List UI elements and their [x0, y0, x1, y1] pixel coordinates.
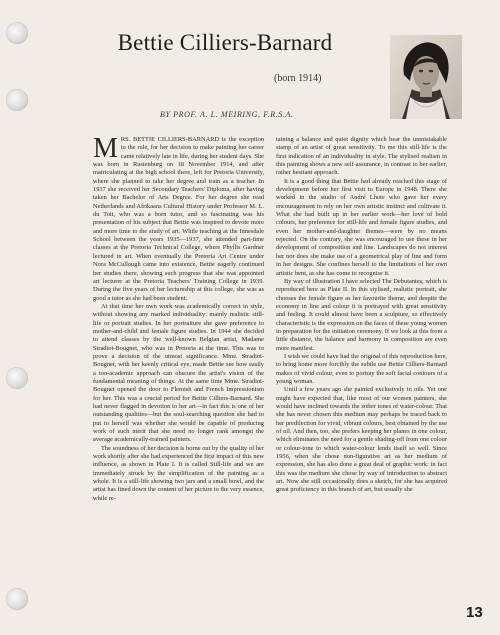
paragraph: taining a balance and quiet dignity which bear the unmistakable stamp of an artist of great sensitivity. To me this still-life is the first indication of an individuality in style. The stylised realism in this painting shows a new self-assurance, in contrast to her earlier, rather hesitant approach.: [276, 136, 447, 177]
drop-cap: M: [93, 136, 118, 164]
birth-year: (born 1914): [274, 73, 322, 84]
artist-portrait-photo: [390, 35, 462, 119]
binder-hole-top: [6, 22, 28, 44]
paragraph: It is a good thing that Bettie had already reached this stage of development before her first visit to Europe in 1948. There she worked in the studio of André Lhote who gave her every encouragement to rely on her own artistic instinct and cultivate it. What she had built up in her earlier work—her love of bold colours, her preference for still-life and female figure studies, and even her mother-and-daughter themes—were by no means rejected. On the contrary, she was encouraged to use these in her development of composition and line. Landscapes do not interest her nor does she make use of a geometrical play of line and form in her designs. She confines herself to the limitations of her own artistic bent, as she has come to recognise it.: [276, 177, 447, 277]
paragraph: At that time her own work was academically correct in style, without showing any marked individuality: mainly realistic still-life or portrait studies. In her portraiture she gave preference to mother-and-child and female figure studies. In 1944 she decided to attend classes by the well-known Belgian artist, Madame Stradiot-Bougnet, who was in Pretoria at the time. This was to prove a decision of the utmost significance. Mme. Stradiot-Bougnet, with her keenly critical eye, made Bettie see how easily a too-academic approach can obscure the artist's vision of the fundamental meaning of things. At the same time Mme. Stradiot-Bougnet opened the door to Flemish and French Impressionism for her. This was a crucial period for Bettie Cilliers-Barnard. She had never flagged in devotion to her art—in fact this is one of her outstanding qualities—but the soul-searching question she had to put to herself was whether she would be capable of producing work of such merit that she need no longer rank amongst the average academically-trained painters.: [93, 302, 264, 444]
binder-hole-bottom: [6, 588, 28, 610]
binder-hole-lower: [6, 367, 28, 389]
article-column-right: [276, 136, 447, 606]
binder-hole-middle: [6, 89, 28, 111]
page-number: 13: [466, 604, 483, 621]
paragraph: The soundness of her decision is borne out by the quality of her work shortly after she had experienced the first impact of this new influence, as shown in Plate I. It is called Still-life and we are immediately struck by the simplification of the painting as a whole. It is a still-life showing two jars and a small bowl, and the artist has fined down the content of her picture to the very essence, while re-: [93, 444, 264, 502]
paragraph: By way of illustration I have selected The Debutantes, which is reproduced here as Plate II. In this stylised, realistic portrait, she chooses the female figure as her favourite theme, and despite the economy in line and colour it is portrayed with great sensitivity and feeling. It could almost have been a sculpture, so effectively characteristic is the expression on the faces of these young women in preparation for the initiation ceremony. If we look at this from a little distance, the balance and harmony in composition are even more manifest.: [276, 277, 447, 352]
byline: BY PROF. A. L. MEIRING, F.R.S.A.: [160, 110, 294, 119]
paragraph: I wish we could have had the original of this reproduction here, to bring home more forcibly the subtle use Bettie Cilliers-Barnard makes of vivid colour, even to portray the soft facial contours of a young woman.: [276, 352, 447, 385]
paragraph: MRS. BETTIE CILLIERS-BARNARD is the exception to the rule, for her decision to make painting her career came relatively late in life, during her student days. She was born in Rustenburg on 18 November 1914, and after matriculating at the high school there, left for Pretoria University, where she planned to take her degree and train as a teacher. In 1937 she received her Secondary Teachers' Diploma, after having taken her Bachelor of Arts Degree. For her degree she read Netherlands and Afrikaans Cultural History under Professor M. L. du Toit, who was a born tutor, and so fascinating was his presentation of his subject that Bettie was inspired to devote more and more time to the study of art. While teaching at the Innesdale School between the years 1935—1937, she attended part-time classes at the Pretoria Technical College, where Phyllis Gardner lectured in art. When eventually the Pretoria Art Centre under Nora McCullough came into existence, Bettie eagerly continued her studies there, showing such progress that she was appointed art lecturer at the Pretoria Teachers' Training College in 1939. During the five years of her lectureship at this college, she was as good a tutor as she had been student.: [93, 136, 264, 302]
article-title: Bettie Cilliers-Barnard: [117, 30, 333, 55]
paragraph: Until a few years ago she painted exclusively in oils. Yet one might have expected that, like most of our women painters, she would have inclined towards the softer tones of water-colour. That she has never chosen this medium may perhaps be traced back to her predilection for vivid, vibrant colours, best obtained by the use of oil. And then, too, she prefers keeping her planes in one colour, which eliminates the need for a gentle shading-off from one colour or colour-tone to which water-colour lends itself so well. Since 1956, when she chose non-figurative art as her medium of expression, she has also done a great deal of graphic work: in fact this was the medium she chose by way of introduction to abstract art. Now she still occasionally does a sketch, for she has acquired great proficiency in this branch of art, but usually she: [276, 386, 447, 494]
article-column-left: [93, 136, 264, 616]
